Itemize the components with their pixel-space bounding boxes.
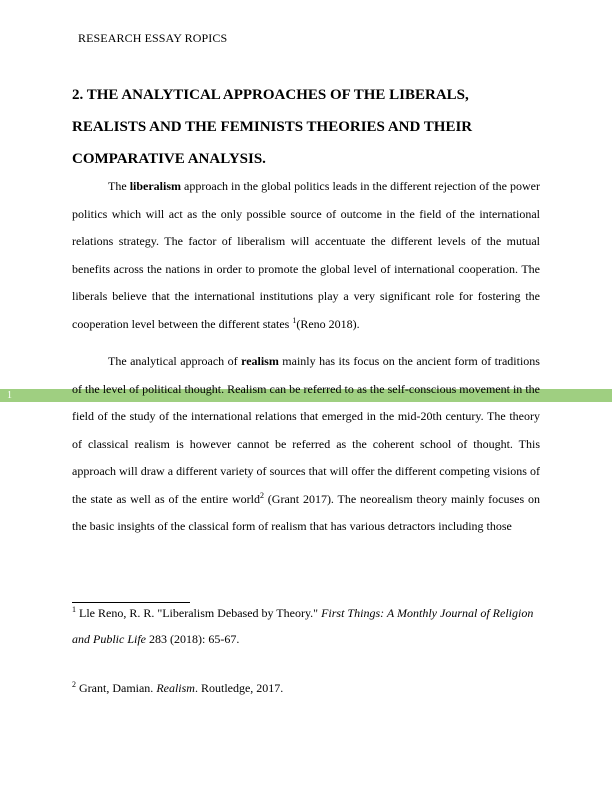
footnote-2	[72, 675, 540, 701]
footnote-1	[72, 600, 540, 652]
paragraph-citation: (Reno 2018).	[296, 316, 360, 331]
paragraph-body: approach in the global politics leads in the different rejection of the power politics which will act as the only possible source of outcome in the field of the international relations strategy. The factor of liberalism will accentuate the different levels of the mutual benefits across the nations in order to promote the global level of international cooperation. The liberals believe that the international institutions play a very significant role for fostering the cooperation level between the different states	[72, 179, 540, 331]
footnote-text: Grant, Damian.	[76, 681, 157, 695]
paragraph-liberalism	[72, 173, 540, 338]
footnote-tail: 283 (2018): 65-67.	[146, 632, 240, 646]
paragraph-lead: The analytical approach of	[108, 354, 242, 368]
term-liberalism: liberalism	[129, 179, 182, 193]
paragraph-tail: (Grant 2017). The neorealism theory mainly focuses on the basic insights of the classical form of realism that has various detractors including those	[72, 491, 540, 533]
paragraph-body: mainly has its focus on the ancient form of traditions of the level of political thought. Realism can be referred to as the self-conscious movement in the field of the study of the international relations that emerged in the mid-20th century. The theory of classical realism is however cannot be referred as the coherent school of thought. This approach will draw a different variety of sources that will offer the different competing visions of the state as well as of the entire world	[72, 354, 540, 506]
paragraph-realism	[72, 348, 540, 541]
footnote-ref-2[interactable]: 2	[259, 490, 264, 500]
page-marker-number: 1	[7, 390, 12, 401]
section-heading: 2. THE ANALYTICAL APPROACHES OF THE LIBERALS, REALISTS AND THE FEMINISTS THEORIES AND THEIR COMPARATIVE ANALYSIS.	[72, 87, 473, 167]
paragraph-lead: The	[108, 179, 130, 193]
footnote-title: Realism	[156, 681, 195, 695]
footnote-text: Lle Reno, R. R. "Liberalism Debased by Theory."	[76, 606, 322, 620]
footnote-number: 2	[72, 680, 76, 689]
footnote-journal: First Things: A Monthly Journal of Religion and Public Life	[72, 606, 534, 646]
footnote-number: 1	[72, 605, 76, 614]
term-realism: realism	[241, 354, 279, 368]
running-head: RESEARCH ESSAY ROPICS	[78, 31, 228, 45]
footnote-tail: . Routledge, 2017.	[194, 681, 284, 695]
footnote-ref-1[interactable]: 1	[292, 315, 297, 325]
